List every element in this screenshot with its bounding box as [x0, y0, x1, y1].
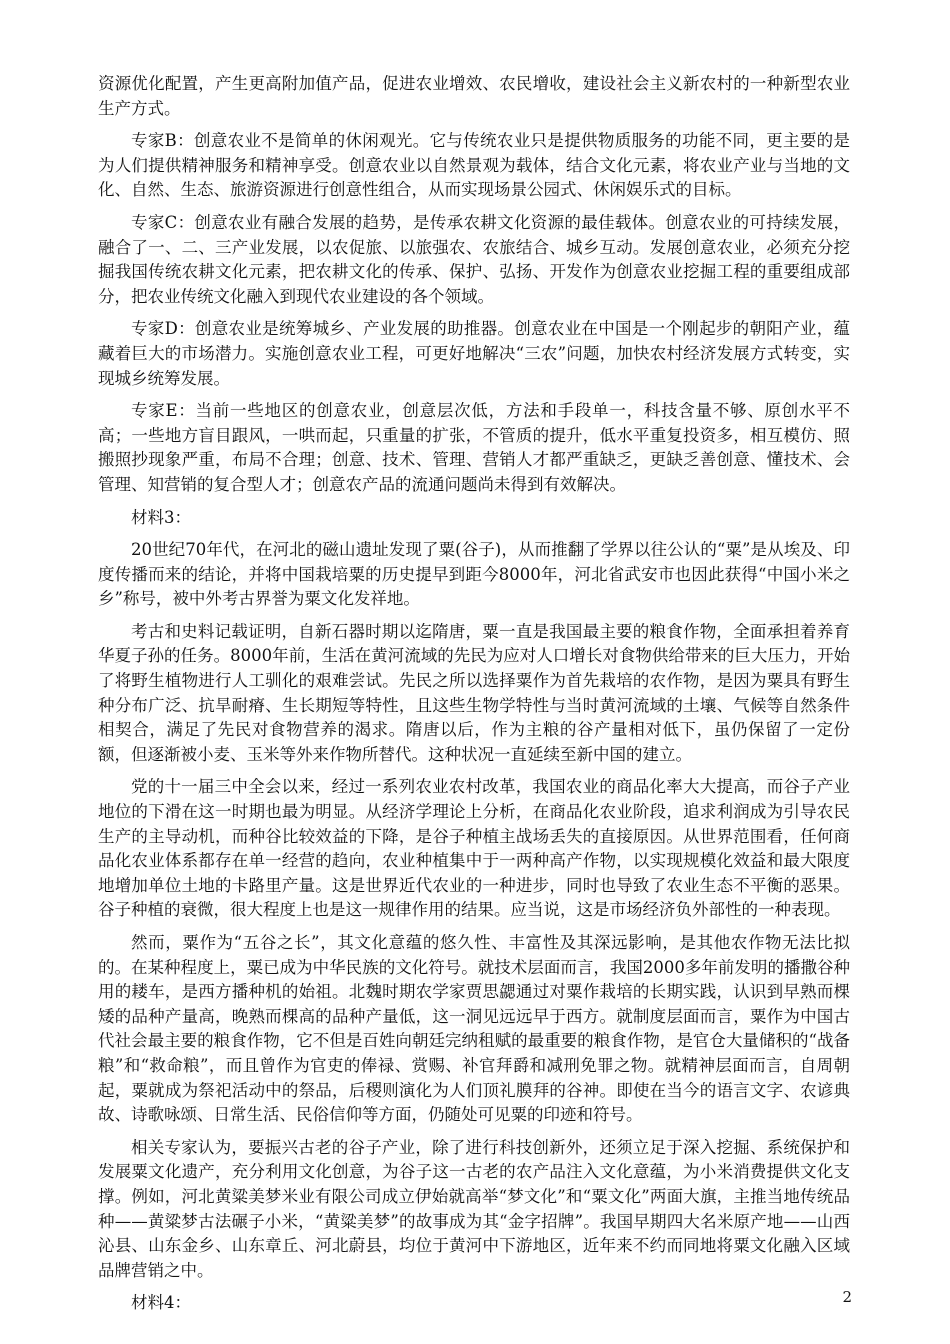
paragraph-continuation: 资源优化配置，产生更高附加值产品，促进农业增效、农民增收，建设社会主义新农村的一种新型农业生产方式。	[98, 74, 850, 118]
paragraph-expert-d: 专家D：创意农业是统筹城乡、产业发展的助推器。创意农业在中国是一个刚起步的朝阳产业，蕴藏着巨大的市场潜力。实施创意农业工程，可更好地解决“三农”问题，加快农村经济发展方式转变，实现城乡统筹发展。	[98, 319, 850, 388]
page-number: 2	[842, 1288, 852, 1306]
paragraph-expert-c: 专家C：创意农业有融合发展的趋势，是传承农耕文化资源的最佳载体。创意农业的可持续发展，融合了一、二、三产业发展，以农促旅、以旅强农、农旅结合、城乡互动。发展创意农业，必须充分挖掘我国传统农耕文化元素，把农耕文化的传承、保护、弘扬、开发作为创意农业挖掘工程的重要组成部分，把农业传统文化融入到现代农业建设的各个领域。	[98, 212, 850, 306]
paragraph-culture: 然而，粟作为“五谷之长”，其文化意蕴的悠久性、丰富性及其深远影响，是其他农作物无法比拟的。在某种程度上，粟已成为中华民族的文化符号。就技术层面而言，我国2000多年前发明的播撒谷种用的耧车，是西方播种机的始祖。北魏时期农学家贾思勰通过对粟作栽培的长期实践，认识到早熟而棵矮的品种产量高，晚熟而棵高的品种产量低，这一洞见远远早于西方。就制度层面而言，粟作为中国古代社会最主要的粮食作物，它不但是百姓向朝廷完纳租赋的最重要的粮食作物，是官仓大量储积的“战备粮”和“救命粮”，而且曾作为官吏的俸禄、赏赐、补官拜爵和减刑免罪之物。就精神层面而言，自周朝起，粟就成为祭祀活动中的祭品，后稷则演化为人们顶礼膜拜的谷神。即使在当今的语言文字、农谚典故、诗歌咏颂、日常生活、民俗信仰等方面，仍随处可见粟的印迹和符号。	[98, 933, 850, 1125]
paragraph-revival: 相关专家认为，要振兴古老的谷子产业，除了进行科技创新外，还须立足于深入挖掘、系统保护和发展粟文化遗产，充分利用文化创意，为谷子这一古老的农产品注入文化意蕴，为小米消费提供文化支撑。例如，河北黄粱美梦米业有限公司成立伊始就高举“梦文化”和“粟文化”两面大旗，主推当地传统品种——黄粱梦古法碾子小米，“黄粱美梦”的故事成为其“金字招牌”。我国早期四大名米原产地——山西沁县、山东金乡、山东章丘、河北蔚县，均位于黄河中下游地区，近年来不约而同地将粟文化融入区域品牌营销之中。	[98, 1137, 850, 1280]
paragraph-economics: 党的十一届三中全会以来，经过一系列农业农村改革，我国农业的商品化率大大提高，而谷子产业地位的下滑在这一时期也最为明显。从经济学理论上分析，在商品化农业阶段，追求利润成为引导农民生产的主导动机，而种谷比较效益的下降，是谷子种植主战场丢失的直接原因。从世界范围看，任何商品化农业体系都存在单一经营的趋向，农业种植集中于一两种高产作物，以实现规模化效益和最大限度地增加单位土地的卡路里产量。这是世界近代农业的一种进步，同时也导致了农业生态不平衡的恶果。谷子种植的衰微，很大程度上也是这一规律作用的结果。应当说，这是市场经济负外部性的一种表现。	[98, 777, 850, 920]
paragraph-material-3-intro: 20世纪70年代，在河北的磁山遗址发现了粟(谷子)，从而推翻了学界以往公认的“粟”是从埃及、印度传播而来的结论，并将中国栽培粟的历史提早到距今8000年，河北省武安市也因此获得“中国小米之乡”称号，被中外考古界誉为粟文化发祥地。	[98, 540, 850, 609]
paragraph-expert-e: 专家E：当前一些地区的创意农业，创意层次低，方法和手段单一，科技含量不够、原创水平不高；一些地方盲目跟风，一哄而起，只重量的扩张，不管质的提升，低水平重复投资多，相互模仿、照搬照抄现象严重，布局不合理；创意、技术、管理、营销人才都严重缺乏，更缺乏善创意、懂技术、会管理、知营销的复合型人才；创意农产品的流通问题尚未得到有效解决。	[98, 401, 850, 494]
paragraph-history: 考古和史料记载证明，自新石器时期以迄隋唐，粟一直是我国最主要的粮食作物，全面承担着养育华夏子孙的任务。8000年前，生活在黄河流域的先民为应对人口增长对食物供给带来的巨大压力，开始了将野生植物进行人工驯化的艰难尝试。先民之所以选择粟作为首先栽培的农作物，是因为粟具有野生种分布广泛、抗旱耐瘠、生长期短等特性，且这些生物学特性与当时黄河流域的土壤、气候等自然条件相契合，满足了先民对食物营养的渴求。隋唐以后，作为主粮的谷产量相对低下，虽仍保留了一定份额，但逐渐被小麦、玉米等外来作物所替代。这种状况一直延续至新中国的建立。	[98, 621, 850, 764]
paragraph-expert-b: 专家B：创意农业不是简单的休闲观光。它与传统农业只是提供物质服务的功能不同，更主要的是为人们提供精神服务和精神享受。创意农业以自然景观为载体，结合文化元素，将农业产业与当地的文化、自然、生态、旅游资源进行创意性组合，从而实现场景公园式、休闲娱乐式的目标。	[98, 131, 850, 200]
section-label-material-3: 材料3：	[131, 507, 191, 527]
document-body	[98, 72, 850, 1324]
section-label-material-4: 材料4：	[131, 1293, 191, 1313]
